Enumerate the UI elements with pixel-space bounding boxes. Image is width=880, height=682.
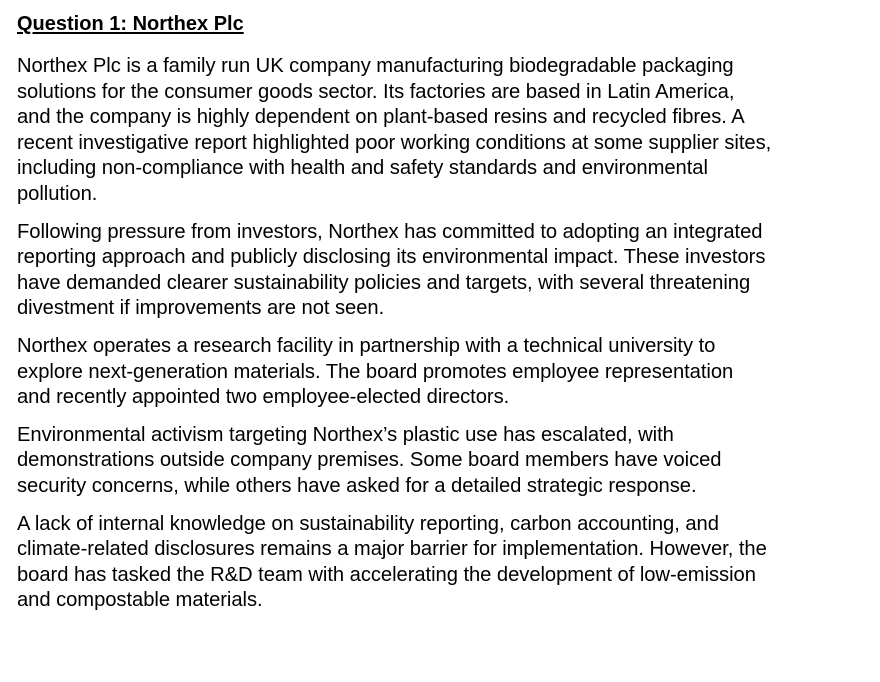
paragraph-line: Following pressure from investors, Northex has committed to adopting an integrated: [17, 220, 763, 243]
paragraph-line: explore next-generation materials. The board promotes employee representation: [17, 360, 734, 383]
paragraph-environmental-activism: [17, 423, 875, 500]
paragraph-line: A lack of internal knowledge on sustainability reporting, carbon accounting, and: [17, 512, 719, 535]
paragraph-company-overview: [17, 54, 875, 208]
paragraph-line: Northex Plc is a family run UK company manufacturing biodegradable packaging: [17, 55, 734, 77]
paragraph-line: climate-related disclosures remains a major barrier for implementation. However, the: [17, 538, 767, 561]
paragraph-line: solutions for the consumer goods sector. Its factories are based in Latin America,: [17, 80, 735, 103]
paragraph-line: Environmental activism targeting Northex’s plastic use has escalated, with: [17, 423, 674, 446]
paragraph-line: reporting approach and publicly disclosing its environmental impact. These investors: [17, 246, 766, 269]
paragraph-line: pollution.: [17, 182, 98, 205]
paragraph-line: have demanded clearer sustainability policies and targets, with several threatening: [17, 271, 751, 294]
paragraph-knowledge-gap: [17, 512, 875, 614]
paragraph-line: Northex operates a research facility in partnership with a technical university to: [17, 334, 716, 357]
paragraph-line: recent investigative report highlighted poor working conditions at some supplier sites,: [17, 131, 772, 154]
paragraph-line: demonstrations outside company premises. Some board members have voiced: [17, 449, 722, 472]
question-heading: Question 1: Northex Plc: [17, 13, 244, 35]
paragraph-investor-pressure: [17, 220, 875, 322]
paragraph-line: and the company is highly dependent on plant-based resins and recycled fibres. A: [17, 106, 745, 129]
paragraph-line: divestment if improvements are not seen.: [17, 297, 385, 320]
paragraph-research-facility: [17, 334, 875, 411]
paragraph-line: and compostable materials.: [17, 589, 263, 612]
paragraph-line: and recently appointed two employee-elected directors.: [17, 386, 510, 409]
paragraph-line: security concerns, while others have asked for a detailed strategic response.: [17, 474, 697, 497]
document-page: [17, 12, 875, 626]
paragraph-line: board has tasked the R&D team with accelerating the development of low-emission: [17, 563, 756, 586]
paragraph-line: including non-compliance with health and safety standards and environmental: [17, 157, 708, 180]
